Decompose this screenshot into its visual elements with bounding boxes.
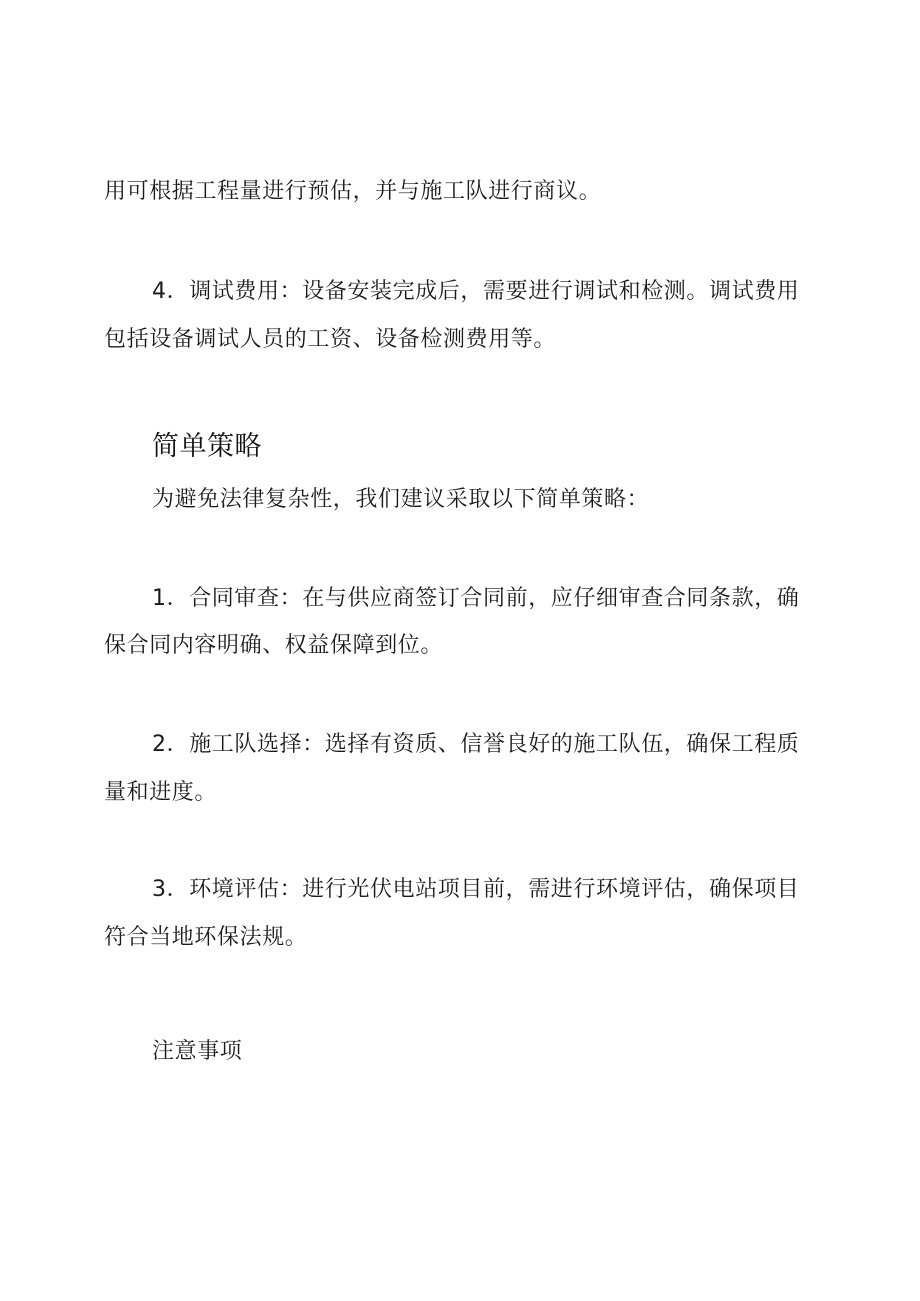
paragraph-debug-cost-line2: 包括设备调试人员的工资、设备检测费用等。 xyxy=(104,327,557,352)
strategy-item-3-line2: 符合当地环保法规。 xyxy=(104,925,308,950)
paragraph-cost-continuation: 用可根据工程量进行预估，并与施工队进行商议。 xyxy=(104,179,602,204)
notes-heading: 注意事项 xyxy=(152,1039,243,1064)
paragraph-debug-cost-line1: 4．调试费用：设备安装完成后，需要进行调试和检测。调试费用 xyxy=(152,279,800,304)
strategy-item-3-line1: 3．环境评估：进行光伏电站项目前，需进行环境评估，确保项目 xyxy=(152,877,800,902)
section-intro: 为避免法律复杂性，我们建议采取以下简单策略： xyxy=(152,487,650,512)
strategy-item-1-line2: 保合同内容明确、权益保障到位。 xyxy=(104,633,444,658)
section-heading: 简单策略 xyxy=(152,431,262,462)
strategy-item-1-line1: 1．合同审查：在与供应商签订合同前，应仔细审查合同条款，确 xyxy=(152,586,800,611)
strategy-item-2-line1: 2．施工队选择：选择有资质、信誉良好的施工队伍，确保工程质 xyxy=(152,732,800,757)
strategy-item-2-line2: 量和进度。 xyxy=(104,780,218,805)
